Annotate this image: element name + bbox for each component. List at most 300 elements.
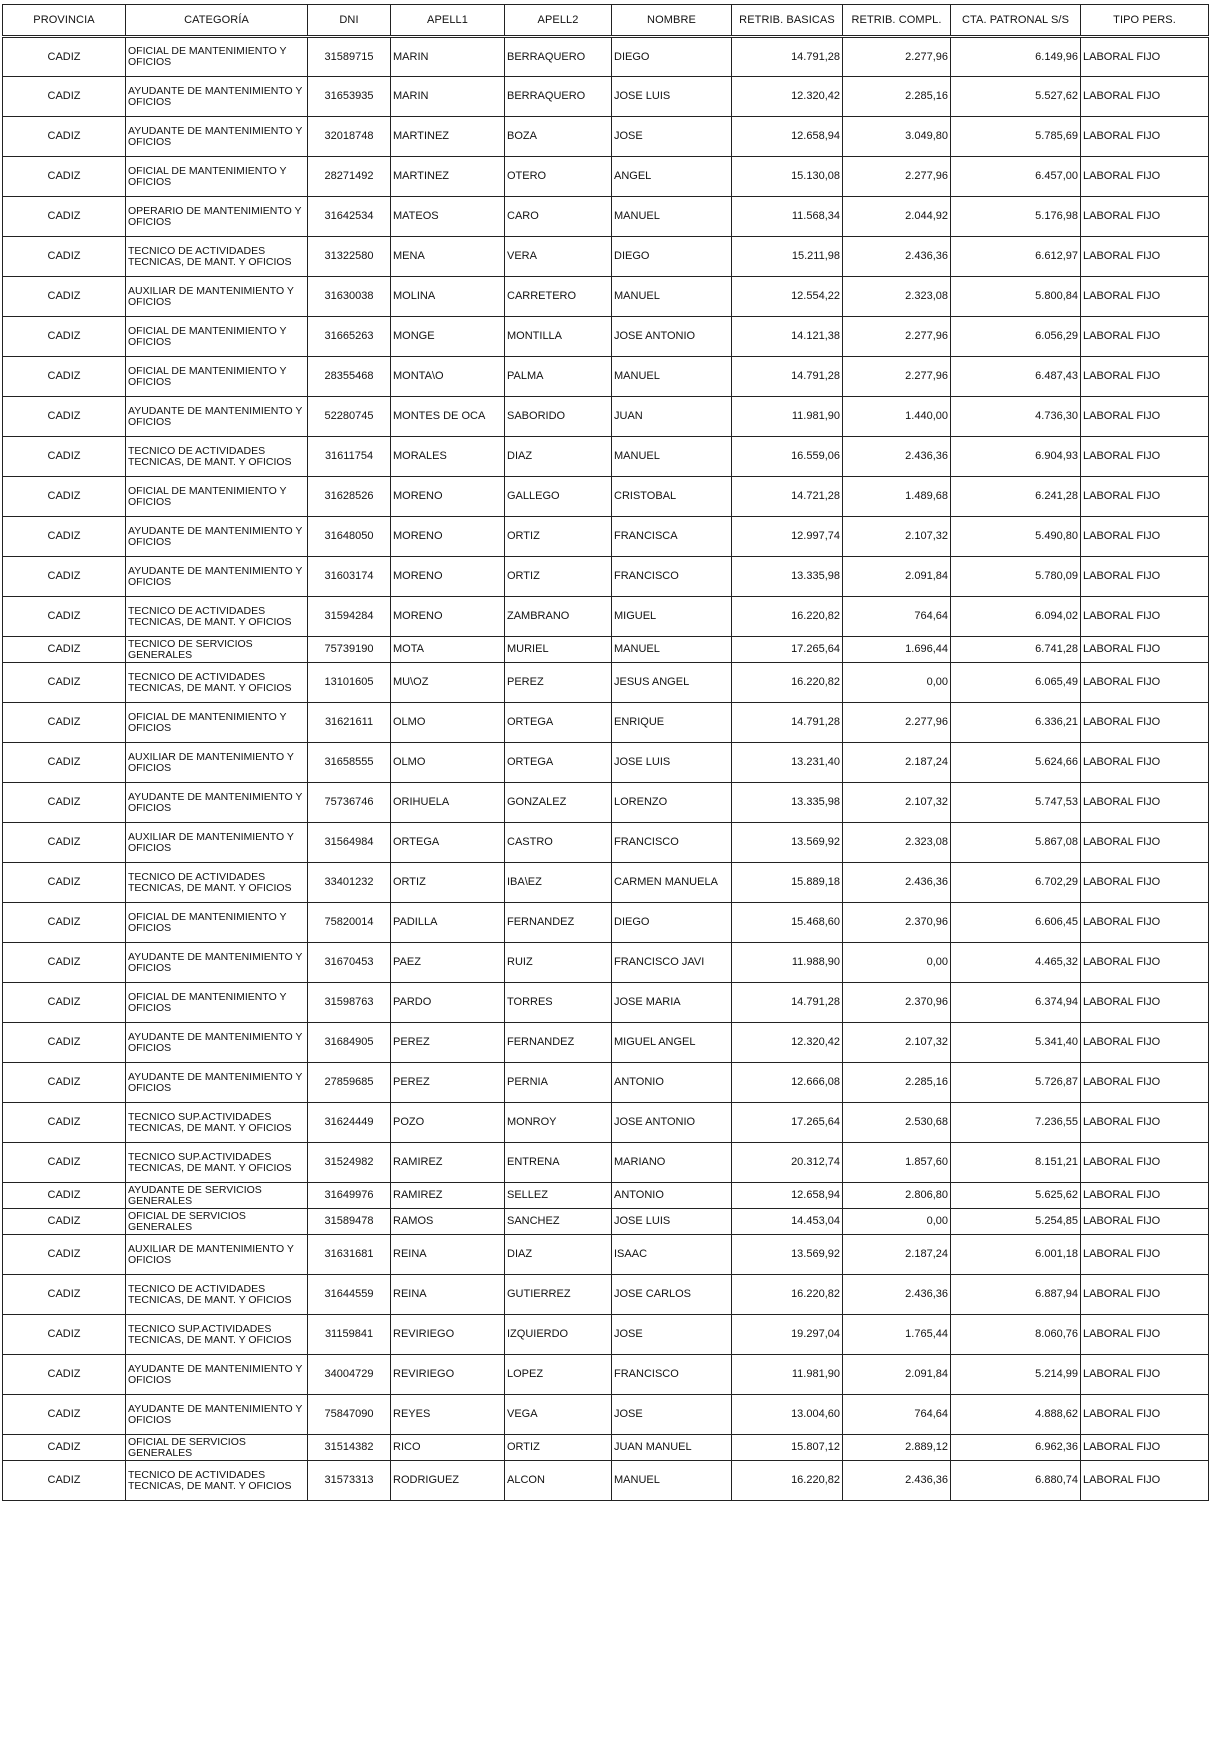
cell-tipo-pers: LABORAL FIJO — [1081, 943, 1209, 983]
cell-tipo-pers: LABORAL FIJO — [1081, 983, 1209, 1023]
cell-apell1: REYES — [391, 1395, 505, 1435]
cell-apell1: ORTIZ — [391, 863, 505, 903]
cell-provincia: CADIZ — [3, 1461, 126, 1501]
cell-retrib-compl: 764,64 — [843, 597, 951, 637]
cell-tipo-pers: LABORAL FIJO — [1081, 783, 1209, 823]
cell-retrib-basicas: 11.981,90 — [732, 397, 843, 437]
cell-nombre: MIGUEL ANGEL — [612, 1023, 732, 1063]
cell-provincia: CADIZ — [3, 1275, 126, 1315]
cell-cta-patronal: 6.149,96 — [951, 37, 1081, 77]
cell-retrib-compl: 1.765,44 — [843, 1315, 951, 1355]
cell-tipo-pers: LABORAL FIJO — [1081, 237, 1209, 277]
cell-tipo-pers: LABORAL FIJO — [1081, 357, 1209, 397]
column-header-dni: DNI — [308, 5, 391, 37]
cell-retrib-basicas: 14.121,38 — [732, 317, 843, 357]
cell-provincia: CADIZ — [3, 357, 126, 397]
cell-retrib-compl: 2.436,36 — [843, 1461, 951, 1501]
cell-provincia: CADIZ — [3, 983, 126, 1023]
cell-apell2: PALMA — [505, 357, 612, 397]
cell-dni: 31649976 — [308, 1183, 391, 1209]
cell-retrib-compl: 2.277,96 — [843, 157, 951, 197]
cell-apell1: RAMOS — [391, 1209, 505, 1235]
cell-retrib-compl: 2.187,24 — [843, 1235, 951, 1275]
cell-tipo-pers: LABORAL FIJO — [1081, 397, 1209, 437]
cell-nombre: JOSE ANTONIO — [612, 317, 732, 357]
cell-apell2: ORTEGA — [505, 703, 612, 743]
cell-categoria: AYUDANTE DE MANTENIMIENTO Y OFICIOS — [126, 557, 308, 597]
column-header-retrib-compl: RETRIB. COMPL. — [843, 5, 951, 37]
cell-retrib-compl: 2.436,36 — [843, 237, 951, 277]
cell-tipo-pers: LABORAL FIJO — [1081, 1275, 1209, 1315]
cell-cta-patronal: 5.800,84 — [951, 277, 1081, 317]
cell-cta-patronal: 6.962,36 — [951, 1435, 1081, 1461]
cell-provincia: CADIZ — [3, 477, 126, 517]
cell-apell2: DIAZ — [505, 437, 612, 477]
cell-apell2: GONZALEZ — [505, 783, 612, 823]
cell-categoria: AUXILIAR DE MANTENIMIENTO Y OFICIOS — [126, 1235, 308, 1275]
cell-nombre: CARMEN MANUELA — [612, 863, 732, 903]
cell-tipo-pers: LABORAL FIJO — [1081, 823, 1209, 863]
cell-nombre: JOSE CARLOS — [612, 1275, 732, 1315]
cell-dni: 31642534 — [308, 197, 391, 237]
column-header-retrib-basicas: RETRIB. BASICAS — [732, 5, 843, 37]
table-row — [3, 863, 1209, 903]
cell-apell1: MORENO — [391, 597, 505, 637]
cell-retrib-basicas: 14.791,28 — [732, 357, 843, 397]
cell-dni: 31159841 — [308, 1315, 391, 1355]
cell-tipo-pers: LABORAL FIJO — [1081, 1395, 1209, 1435]
cell-retrib-basicas: 15.211,98 — [732, 237, 843, 277]
cell-nombre: JUAN — [612, 397, 732, 437]
cell-dni: 31658555 — [308, 743, 391, 783]
cell-categoria: AYUDANTE DE MANTENIMIENTO Y OFICIOS — [126, 1355, 308, 1395]
cell-apell1: MARIN — [391, 77, 505, 117]
cell-tipo-pers: LABORAL FIJO — [1081, 1143, 1209, 1183]
table-row — [3, 1315, 1209, 1355]
cell-dni: 31684905 — [308, 1023, 391, 1063]
table-row — [3, 1355, 1209, 1395]
cell-apell2: ORTIZ — [505, 557, 612, 597]
cell-apell2: FERNANDEZ — [505, 1023, 612, 1063]
table-row — [3, 597, 1209, 637]
cell-cta-patronal: 5.254,85 — [951, 1209, 1081, 1235]
table-row — [3, 477, 1209, 517]
cell-apell2: TORRES — [505, 983, 612, 1023]
cell-retrib-basicas: 13.569,92 — [732, 1235, 843, 1275]
cell-retrib-compl: 2.530,68 — [843, 1103, 951, 1143]
table-row — [3, 1023, 1209, 1063]
cell-retrib-basicas: 16.220,82 — [732, 1275, 843, 1315]
cell-provincia: CADIZ — [3, 557, 126, 597]
cell-tipo-pers: LABORAL FIJO — [1081, 903, 1209, 943]
cell-cta-patronal: 6.904,93 — [951, 437, 1081, 477]
cell-nombre: DIEGO — [612, 903, 732, 943]
cell-apell1: RAMIREZ — [391, 1143, 505, 1183]
cell-retrib-basicas: 14.791,28 — [732, 983, 843, 1023]
table-row — [3, 1103, 1209, 1143]
cell-dni: 75847090 — [308, 1395, 391, 1435]
cell-provincia: CADIZ — [3, 823, 126, 863]
cell-cta-patronal: 5.747,53 — [951, 783, 1081, 823]
cell-dni: 31514382 — [308, 1435, 391, 1461]
cell-tipo-pers: LABORAL FIJO — [1081, 703, 1209, 743]
cell-dni: 28355468 — [308, 357, 391, 397]
cell-apell1: POZO — [391, 1103, 505, 1143]
table-row — [3, 517, 1209, 557]
table-row — [3, 1063, 1209, 1103]
cell-categoria: AYUDANTE DE MANTENIMIENTO Y OFICIOS — [126, 117, 308, 157]
cell-tipo-pers: LABORAL FIJO — [1081, 1355, 1209, 1395]
cell-cta-patronal: 5.490,80 — [951, 517, 1081, 557]
cell-retrib-basicas: 16.559,06 — [732, 437, 843, 477]
cell-retrib-basicas: 12.658,94 — [732, 117, 843, 157]
cell-provincia: CADIZ — [3, 743, 126, 783]
cell-apell1: MARTINEZ — [391, 157, 505, 197]
cell-retrib-compl: 2.277,96 — [843, 357, 951, 397]
cell-dni: 31653935 — [308, 77, 391, 117]
cell-categoria: TECNICO DE ACTIVIDADES TECNICAS, DE MANT. Y OFICIOS — [126, 863, 308, 903]
table-row — [3, 1275, 1209, 1315]
cell-retrib-basicas: 11.568,34 — [732, 197, 843, 237]
cell-nombre: MIGUEL — [612, 597, 732, 637]
table-row — [3, 77, 1209, 117]
cell-retrib-basicas: 12.997,74 — [732, 517, 843, 557]
cell-apell2: ORTIZ — [505, 517, 612, 557]
cell-categoria: OPERARIO DE MANTENIMIENTO Y OFICIOS — [126, 197, 308, 237]
cell-retrib-compl: 2.277,96 — [843, 37, 951, 77]
table-row — [3, 117, 1209, 157]
cell-provincia: CADIZ — [3, 1209, 126, 1235]
cell-apell2: CASTRO — [505, 823, 612, 863]
table-row — [3, 663, 1209, 703]
cell-tipo-pers: LABORAL FIJO — [1081, 1063, 1209, 1103]
table-row — [3, 983, 1209, 1023]
cell-provincia: CADIZ — [3, 863, 126, 903]
cell-retrib-basicas: 16.220,82 — [732, 597, 843, 637]
cell-retrib-compl: 764,64 — [843, 1395, 951, 1435]
cell-apell1: PEREZ — [391, 1023, 505, 1063]
cell-categoria: AYUDANTE DE SERVICIOS GENERALES — [126, 1183, 308, 1209]
cell-categoria: OFICIAL DE SERVICIOS GENERALES — [126, 1435, 308, 1461]
cell-nombre: FRANCISCO JAVI — [612, 943, 732, 983]
table-row — [3, 703, 1209, 743]
cell-tipo-pers: LABORAL FIJO — [1081, 1461, 1209, 1501]
cell-provincia: CADIZ — [3, 1183, 126, 1209]
cell-dni: 31624449 — [308, 1103, 391, 1143]
cell-retrib-compl: 2.436,36 — [843, 437, 951, 477]
cell-tipo-pers: LABORAL FIJO — [1081, 1183, 1209, 1209]
cell-nombre: JOSE — [612, 1315, 732, 1355]
table-row — [3, 903, 1209, 943]
cell-provincia: CADIZ — [3, 1023, 126, 1063]
cell-retrib-basicas: 16.220,82 — [732, 1461, 843, 1501]
cell-tipo-pers: LABORAL FIJO — [1081, 863, 1209, 903]
cell-retrib-compl: 2.091,84 — [843, 557, 951, 597]
cell-retrib-basicas: 15.889,18 — [732, 863, 843, 903]
table-row — [3, 1435, 1209, 1461]
cell-categoria: AYUDANTE DE MANTENIMIENTO Y OFICIOS — [126, 1063, 308, 1103]
table-row — [3, 37, 1209, 77]
cell-dni: 31628526 — [308, 477, 391, 517]
table-row — [3, 743, 1209, 783]
cell-nombre: CRISTOBAL — [612, 477, 732, 517]
cell-cta-patronal: 6.612,97 — [951, 237, 1081, 277]
cell-dni: 31611754 — [308, 437, 391, 477]
cell-nombre: FRANCISCO — [612, 1355, 732, 1395]
column-header-categoria: CATEGORÍA — [126, 5, 308, 37]
cell-apell1: MORENO — [391, 557, 505, 597]
cell-categoria: AYUDANTE DE MANTENIMIENTO Y OFICIOS — [126, 1395, 308, 1435]
cell-apell2: MONROY — [505, 1103, 612, 1143]
cell-retrib-compl: 2.436,36 — [843, 863, 951, 903]
table-row — [3, 277, 1209, 317]
cell-nombre: MANUEL — [612, 357, 732, 397]
cell-cta-patronal: 5.176,98 — [951, 197, 1081, 237]
cell-dni: 75739190 — [308, 637, 391, 663]
cell-retrib-basicas: 12.658,94 — [732, 1183, 843, 1209]
cell-apell1: MATEOS — [391, 197, 505, 237]
cell-provincia: CADIZ — [3, 1395, 126, 1435]
cell-apell2: SANCHEZ — [505, 1209, 612, 1235]
cell-apell2: VEGA — [505, 1395, 612, 1435]
cell-cta-patronal: 6.887,94 — [951, 1275, 1081, 1315]
cell-apell1: MORENO — [391, 477, 505, 517]
cell-provincia: CADIZ — [3, 597, 126, 637]
cell-categoria: TECNICO DE ACTIVIDADES TECNICAS, DE MANT. Y OFICIOS — [126, 237, 308, 277]
cell-categoria: TECNICO DE ACTIVIDADES TECNICAS, DE MANT. Y OFICIOS — [126, 1461, 308, 1501]
cell-cta-patronal: 5.527,62 — [951, 77, 1081, 117]
cell-dni: 31631681 — [308, 1235, 391, 1275]
cell-cta-patronal: 6.056,29 — [951, 317, 1081, 357]
cell-retrib-basicas: 15.130,08 — [732, 157, 843, 197]
table-header-row — [3, 5, 1209, 37]
cell-retrib-basicas: 14.721,28 — [732, 477, 843, 517]
table-row — [3, 397, 1209, 437]
column-header-apell2: APELL2 — [505, 5, 612, 37]
cell-cta-patronal: 5.785,69 — [951, 117, 1081, 157]
cell-apell2: PEREZ — [505, 663, 612, 703]
cell-provincia: CADIZ — [3, 197, 126, 237]
cell-retrib-basicas: 14.791,28 — [732, 37, 843, 77]
cell-tipo-pers: LABORAL FIJO — [1081, 663, 1209, 703]
cell-provincia: CADIZ — [3, 157, 126, 197]
cell-tipo-pers: LABORAL FIJO — [1081, 1315, 1209, 1355]
cell-nombre: JOSE LUIS — [612, 1209, 732, 1235]
table-row — [3, 317, 1209, 357]
cell-apell2: IZQUIERDO — [505, 1315, 612, 1355]
cell-apell2: DIAZ — [505, 1235, 612, 1275]
cell-tipo-pers: LABORAL FIJO — [1081, 157, 1209, 197]
cell-apell2: GUTIERREZ — [505, 1275, 612, 1315]
cell-provincia: CADIZ — [3, 237, 126, 277]
cell-apell2: CARRETERO — [505, 277, 612, 317]
cell-apell1: RAMIREZ — [391, 1183, 505, 1209]
cell-apell2: IBA\EZ — [505, 863, 612, 903]
cell-categoria: AYUDANTE DE MANTENIMIENTO Y OFICIOS — [126, 783, 308, 823]
cell-categoria: OFICIAL DE SERVICIOS GENERALES — [126, 1209, 308, 1235]
table-row — [3, 637, 1209, 663]
cell-apell2: MONTILLA — [505, 317, 612, 357]
cell-nombre: JESUS ANGEL — [612, 663, 732, 703]
cell-dni: 31648050 — [308, 517, 391, 557]
cell-tipo-pers: LABORAL FIJO — [1081, 637, 1209, 663]
cell-cta-patronal: 6.336,21 — [951, 703, 1081, 743]
cell-dni: 34004729 — [308, 1355, 391, 1395]
cell-apell1: MONTA\O — [391, 357, 505, 397]
cell-dni: 31573313 — [308, 1461, 391, 1501]
cell-tipo-pers: LABORAL FIJO — [1081, 1103, 1209, 1143]
cell-apell2: MURIEL — [505, 637, 612, 663]
table-row — [3, 1395, 1209, 1435]
cell-tipo-pers: LABORAL FIJO — [1081, 37, 1209, 77]
personnel-table — [2, 4, 1209, 1501]
cell-retrib-basicas: 12.554,22 — [732, 277, 843, 317]
cell-categoria: AYUDANTE DE MANTENIMIENTO Y OFICIOS — [126, 77, 308, 117]
cell-cta-patronal: 5.726,87 — [951, 1063, 1081, 1103]
cell-retrib-compl: 2.285,16 — [843, 77, 951, 117]
cell-retrib-basicas: 12.666,08 — [732, 1063, 843, 1103]
cell-cta-patronal: 4.888,62 — [951, 1395, 1081, 1435]
cell-dni: 31598763 — [308, 983, 391, 1023]
cell-nombre: JOSE MARIA — [612, 983, 732, 1023]
cell-dni: 31589715 — [308, 37, 391, 77]
cell-nombre: JUAN MANUEL — [612, 1435, 732, 1461]
cell-cta-patronal: 5.214,99 — [951, 1355, 1081, 1395]
cell-retrib-basicas: 15.807,12 — [732, 1435, 843, 1461]
cell-dni: 28271492 — [308, 157, 391, 197]
cell-retrib-compl: 2.285,16 — [843, 1063, 951, 1103]
cell-apell2: PERNIA — [505, 1063, 612, 1103]
cell-provincia: CADIZ — [3, 943, 126, 983]
cell-cta-patronal: 4.736,30 — [951, 397, 1081, 437]
cell-apell2: OTERO — [505, 157, 612, 197]
table-row — [3, 437, 1209, 477]
cell-retrib-compl: 2.436,36 — [843, 1275, 951, 1315]
cell-nombre: MANUEL — [612, 637, 732, 663]
cell-categoria: TECNICO DE SERVICIOS GENERALES — [126, 637, 308, 663]
cell-dni: 75736746 — [308, 783, 391, 823]
cell-cta-patronal: 5.867,08 — [951, 823, 1081, 863]
cell-nombre: ANGEL — [612, 157, 732, 197]
cell-apell2: ZAMBRANO — [505, 597, 612, 637]
cell-retrib-basicas: 11.988,90 — [732, 943, 843, 983]
cell-retrib-basicas: 13.335,98 — [732, 783, 843, 823]
cell-categoria: TECNICO DE ACTIVIDADES TECNICAS, DE MANT. Y OFICIOS — [126, 1275, 308, 1315]
cell-dni: 31665263 — [308, 317, 391, 357]
cell-apell1: MARIN — [391, 37, 505, 77]
table-row — [3, 1461, 1209, 1501]
cell-apell1: REINA — [391, 1275, 505, 1315]
cell-apell2: ORTEGA — [505, 743, 612, 783]
table-row — [3, 1209, 1209, 1235]
cell-tipo-pers: LABORAL FIJO — [1081, 317, 1209, 357]
cell-cta-patronal: 8.151,21 — [951, 1143, 1081, 1183]
cell-retrib-compl: 2.091,84 — [843, 1355, 951, 1395]
cell-provincia: CADIZ — [3, 1143, 126, 1183]
cell-cta-patronal: 6.001,18 — [951, 1235, 1081, 1275]
cell-retrib-basicas: 13.335,98 — [732, 557, 843, 597]
cell-categoria: OFICIAL DE MANTENIMIENTO Y OFICIOS — [126, 317, 308, 357]
cell-apell1: PADILLA — [391, 903, 505, 943]
cell-apell1: MOTA — [391, 637, 505, 663]
cell-dni: 31322580 — [308, 237, 391, 277]
cell-nombre: DIEGO — [612, 37, 732, 77]
cell-retrib-basicas: 20.312,74 — [732, 1143, 843, 1183]
cell-tipo-pers: LABORAL FIJO — [1081, 1023, 1209, 1063]
cell-categoria: TECNICO DE ACTIVIDADES TECNICAS, DE MANT. Y OFICIOS — [126, 437, 308, 477]
cell-retrib-compl: 2.323,08 — [843, 823, 951, 863]
table-row — [3, 1143, 1209, 1183]
cell-dni: 13101605 — [308, 663, 391, 703]
cell-categoria: TECNICO SUP.ACTIVIDADES TECNICAS, DE MANT. Y OFICIOS — [126, 1315, 308, 1355]
cell-retrib-compl: 2.370,96 — [843, 903, 951, 943]
cell-apell1: MENA — [391, 237, 505, 277]
cell-nombre: DIEGO — [612, 237, 732, 277]
cell-cta-patronal: 6.741,28 — [951, 637, 1081, 663]
cell-apell1: PEREZ — [391, 1063, 505, 1103]
cell-nombre: MANUEL — [612, 1461, 732, 1501]
table-row — [3, 197, 1209, 237]
table-row — [3, 357, 1209, 397]
cell-retrib-compl: 0,00 — [843, 943, 951, 983]
cell-retrib-basicas: 17.265,64 — [732, 637, 843, 663]
cell-apell2: FERNANDEZ — [505, 903, 612, 943]
cell-retrib-compl: 2.107,32 — [843, 1023, 951, 1063]
cell-tipo-pers: LABORAL FIJO — [1081, 1209, 1209, 1235]
cell-apell1: MARTINEZ — [391, 117, 505, 157]
cell-provincia: CADIZ — [3, 703, 126, 743]
cell-apell1: MORENO — [391, 517, 505, 557]
cell-provincia: CADIZ — [3, 37, 126, 77]
cell-retrib-compl: 2.323,08 — [843, 277, 951, 317]
cell-provincia: CADIZ — [3, 1103, 126, 1143]
table-row — [3, 943, 1209, 983]
cell-tipo-pers: LABORAL FIJO — [1081, 437, 1209, 477]
cell-apell2: SELLEZ — [505, 1183, 612, 1209]
cell-cta-patronal: 7.236,55 — [951, 1103, 1081, 1143]
cell-cta-patronal: 6.880,74 — [951, 1461, 1081, 1501]
cell-apell1: MONTES DE OCA — [391, 397, 505, 437]
cell-cta-patronal: 6.702,29 — [951, 863, 1081, 903]
table-row — [3, 823, 1209, 863]
cell-tipo-pers: LABORAL FIJO — [1081, 1435, 1209, 1461]
cell-apell1: OLMO — [391, 743, 505, 783]
cell-categoria: OFICIAL DE MANTENIMIENTO Y OFICIOS — [126, 983, 308, 1023]
cell-nombre: FRANCISCO — [612, 557, 732, 597]
cell-apell2: BOZA — [505, 117, 612, 157]
cell-apell2: BERRAQUERO — [505, 77, 612, 117]
cell-categoria: OFICIAL DE MANTENIMIENTO Y OFICIOS — [126, 703, 308, 743]
cell-apell2: CARO — [505, 197, 612, 237]
cell-apell1: RICO — [391, 1435, 505, 1461]
cell-dni: 31644559 — [308, 1275, 391, 1315]
cell-dni: 31524982 — [308, 1143, 391, 1183]
cell-nombre: MANUEL — [612, 277, 732, 317]
cell-dni: 31589478 — [308, 1209, 391, 1235]
cell-categoria: AYUDANTE DE MANTENIMIENTO Y OFICIOS — [126, 517, 308, 557]
cell-retrib-compl: 0,00 — [843, 1209, 951, 1235]
cell-cta-patronal: 4.465,32 — [951, 943, 1081, 983]
cell-dni: 31670453 — [308, 943, 391, 983]
cell-retrib-compl: 1.440,00 — [843, 397, 951, 437]
cell-retrib-basicas: 17.265,64 — [732, 1103, 843, 1143]
cell-retrib-basicas: 13.004,60 — [732, 1395, 843, 1435]
cell-apell2: SABORIDO — [505, 397, 612, 437]
cell-nombre: ANTONIO — [612, 1063, 732, 1103]
cell-nombre: JOSE — [612, 1395, 732, 1435]
cell-tipo-pers: LABORAL FIJO — [1081, 117, 1209, 157]
cell-provincia: CADIZ — [3, 1355, 126, 1395]
